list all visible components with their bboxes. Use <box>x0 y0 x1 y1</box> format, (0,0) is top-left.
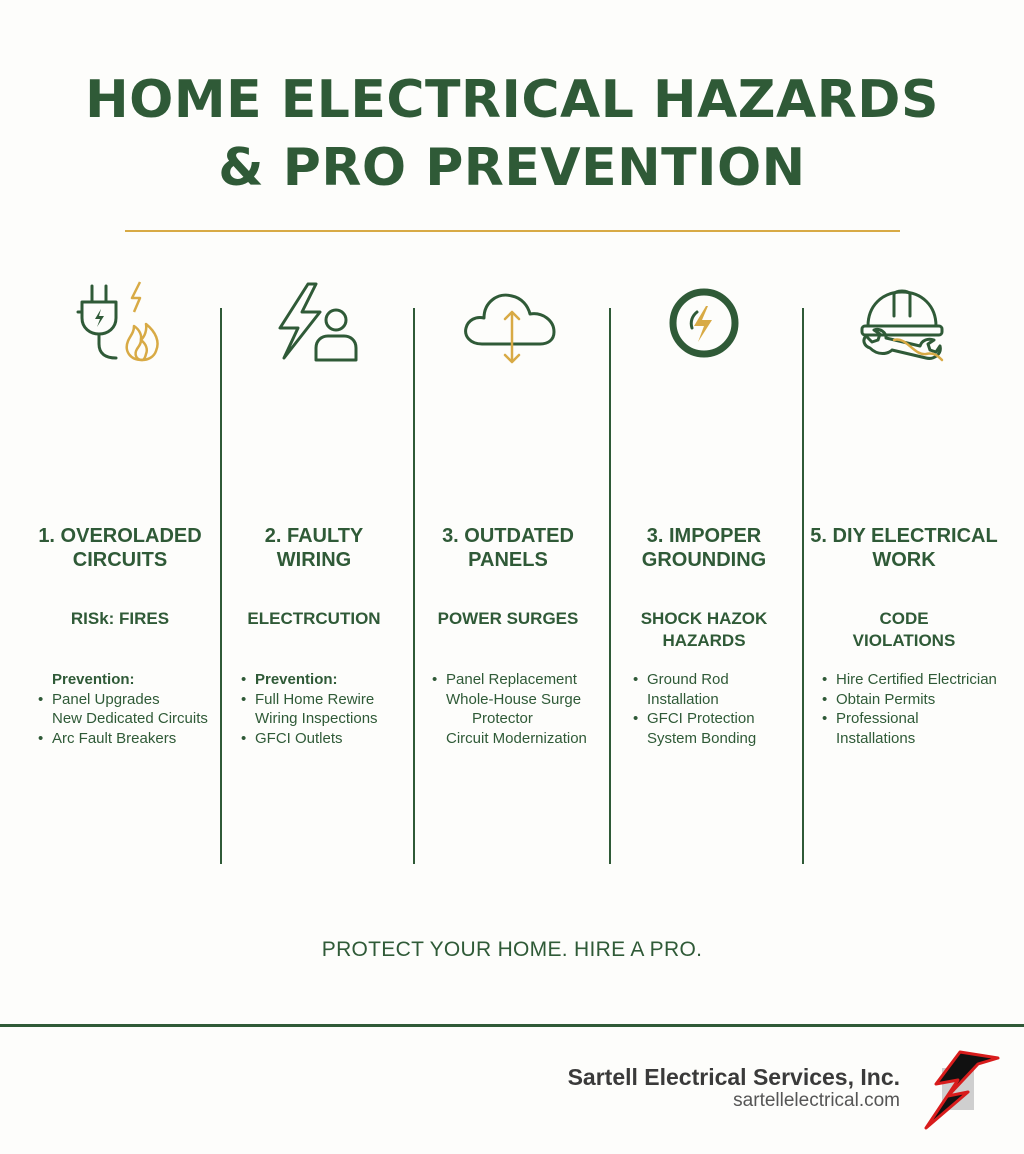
company-name: Sartell Electrical Services, Inc. <box>567 1064 900 1090</box>
hazard-risk: RISk: FIRES <box>70 609 170 628</box>
hazard-title: 5. DIY ELECTRICAL WORK <box>810 525 998 571</box>
hazard-title: 1. OVEROLADED CIRCUITS <box>38 525 202 571</box>
prevention-list <box>633 670 829 748</box>
list-item: • Ground Rod <box>633 671 729 688</box>
lightning-person-icon <box>268 276 378 376</box>
column-divider <box>609 308 611 864</box>
list-item: Whole-House Surge <box>446 690 582 708</box>
hazard-risk: SHOCK HAZOK HAZARDS <box>640 609 768 650</box>
list-item: Prevention: <box>52 671 135 688</box>
hazard-title: 2. FAULTY WIRING <box>264 525 364 571</box>
list-item: • Panel Upgrades <box>38 690 160 708</box>
list-item: Circuit Modernization <box>446 729 587 747</box>
list-item: Wiring Inspections <box>255 710 378 728</box>
tagline: PROTECT YOUR HOME. HIRE A PRO. <box>321 938 703 961</box>
list-item: Installations <box>836 729 916 747</box>
list-item: Installation <box>647 690 719 708</box>
cloud-surge-icon <box>456 276 566 376</box>
website-link[interactable]: sartellelectrical.com <box>733 1090 900 1111</box>
list-item: • Prevention: <box>241 671 338 688</box>
lightning-bolt-logo-icon <box>918 1048 1002 1134</box>
list-item: • Obtain Permits <box>822 690 936 708</box>
ground-bolt-icon <box>650 276 760 376</box>
list-item: System Bonding <box>647 729 757 747</box>
list-item: • GFCI Outlets <box>241 729 343 747</box>
title-line-2: & PRO PREVENTION <box>218 138 806 198</box>
hazard-title: 3. OUTDATED PANELS <box>442 525 574 571</box>
list-item: • GFCI Protection <box>633 710 755 728</box>
hazard-risk: CODE VIOLATIONS <box>852 609 956 650</box>
column-divider <box>220 308 222 864</box>
list-item: • Hire Certified Electrician <box>822 671 997 688</box>
hazard-risk: ELECTRCUTION <box>247 609 381 628</box>
prevention-list <box>241 670 437 748</box>
list-item: • Panel Replacement <box>432 671 577 688</box>
column-divider <box>802 308 804 864</box>
title-line-1: HOME ELECTRICAL HAZARDS <box>85 70 939 130</box>
footer-divider <box>0 1024 1024 1027</box>
hardhat-wrench-icon <box>848 276 958 376</box>
page-title <box>0 66 1024 202</box>
column-divider <box>413 308 415 864</box>
plug-fire-icon <box>70 276 180 376</box>
list-item: • Professional <box>822 710 919 728</box>
list-item: • Arc Fault Breakers <box>38 729 177 747</box>
hazard-risk: POWER SURGES <box>437 609 579 628</box>
hazard-title: 3. IMPOPER GROUNDING <box>641 525 767 571</box>
list-item: Protector <box>472 710 533 728</box>
list-item: • Full Home Rewire <box>241 690 375 708</box>
title-underline <box>125 230 900 232</box>
prevention-list <box>432 670 628 748</box>
prevention-list <box>38 670 234 748</box>
prevention-list <box>822 670 1018 748</box>
list-item: New Dedicated Circuits <box>52 710 208 728</box>
